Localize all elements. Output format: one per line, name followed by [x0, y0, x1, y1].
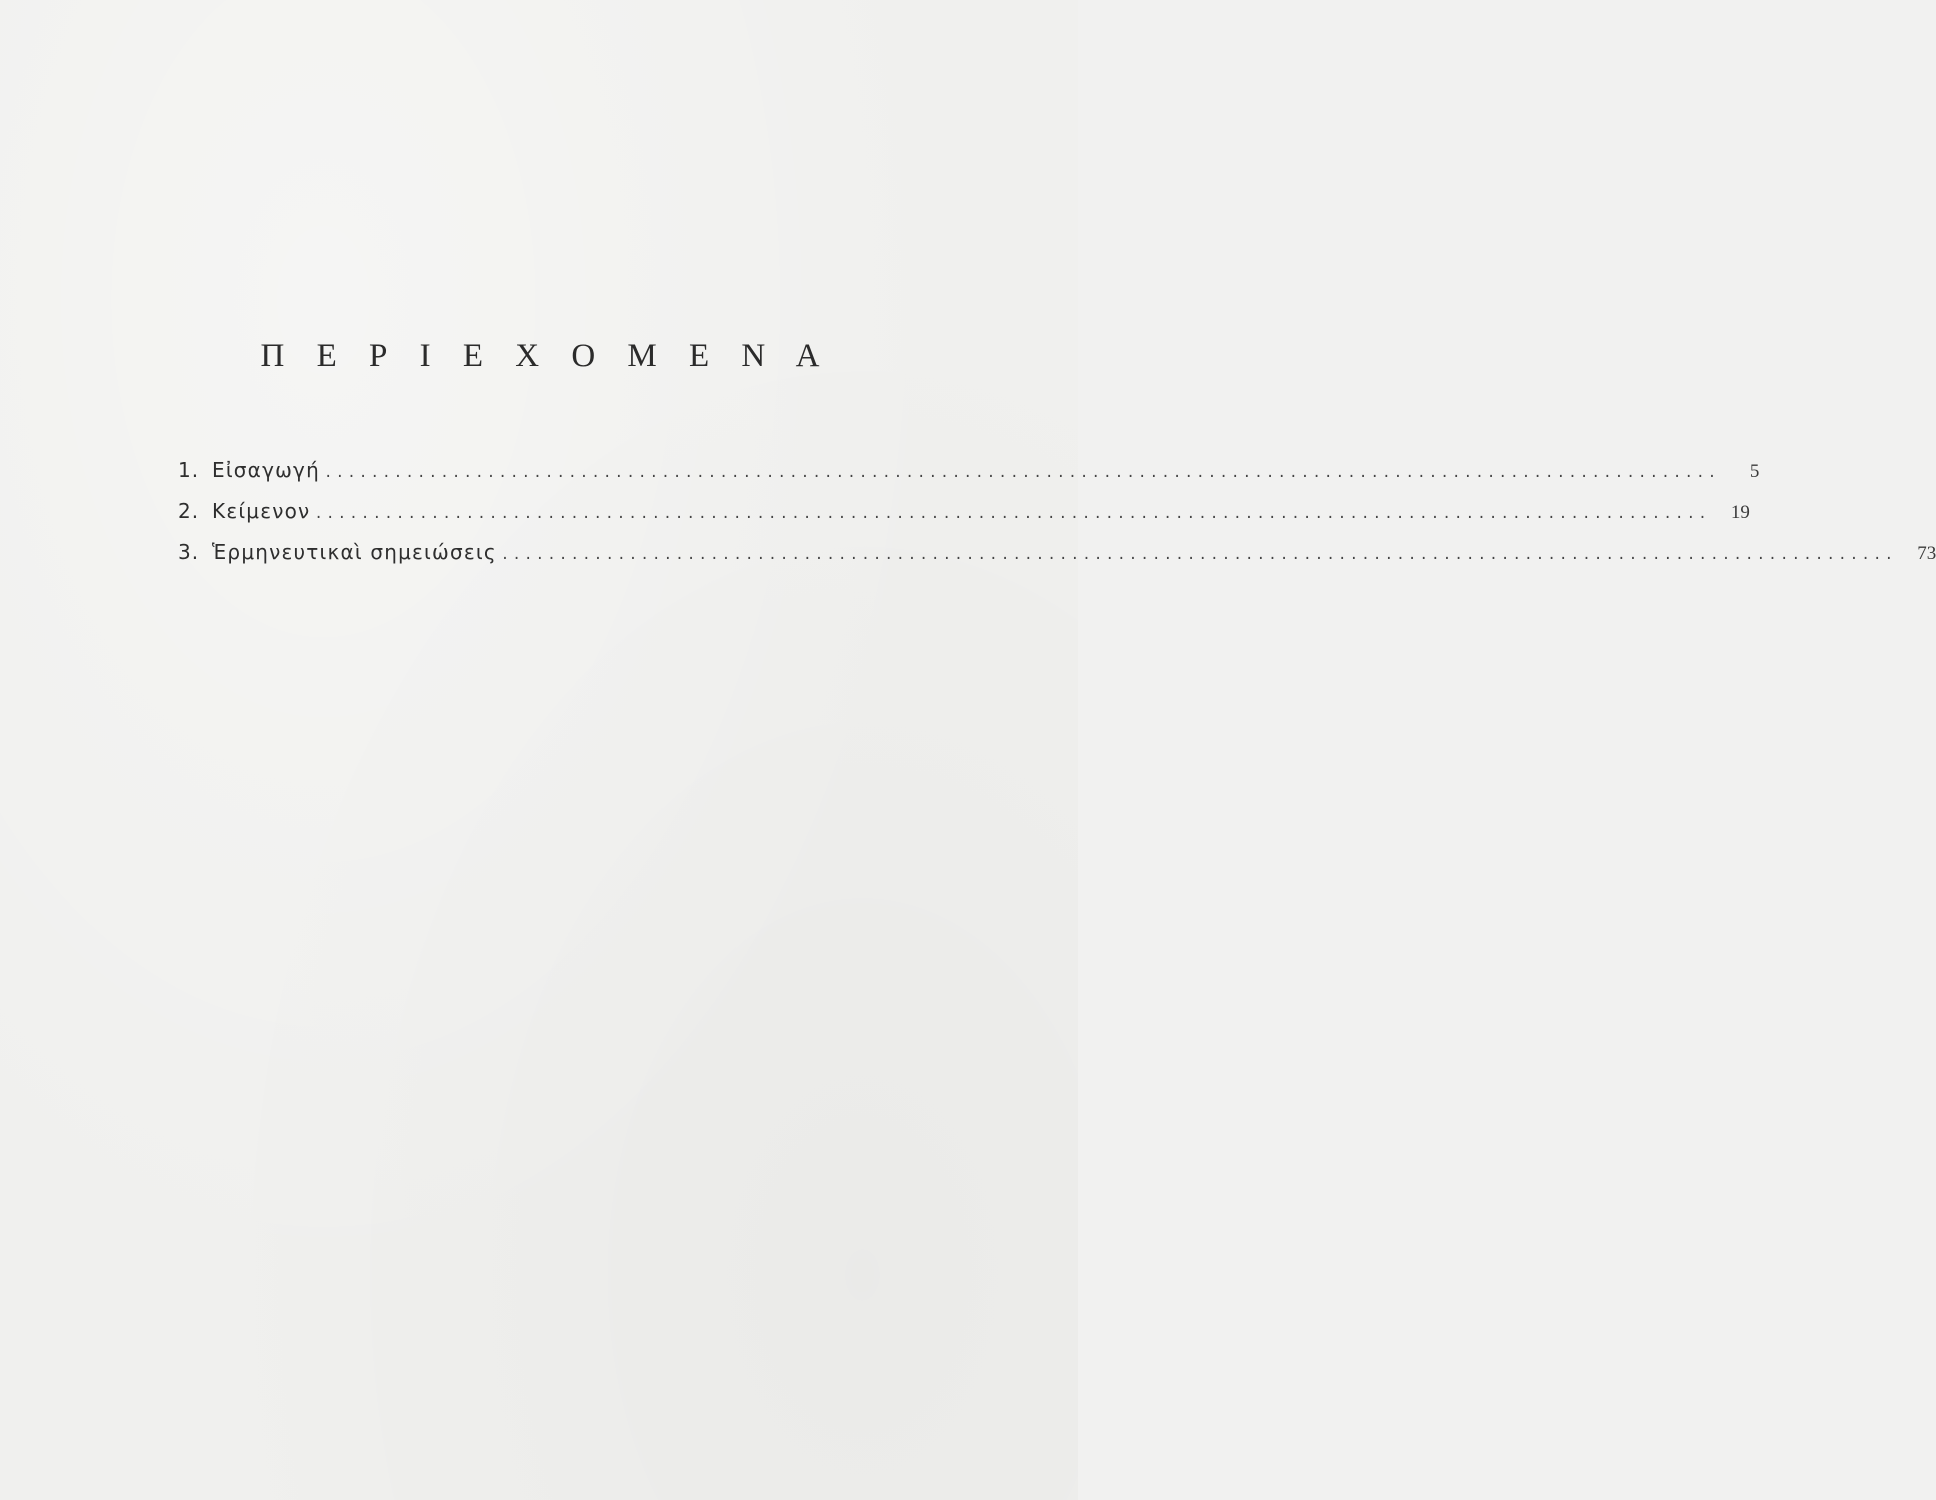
toc-entry-number: 2.: [178, 499, 200, 523]
dot-leader: ........................................................................................................................: [500, 547, 1897, 563]
dot-leader: ........................................................................................................................: [323, 465, 1720, 481]
toc-entry-page: 73: [1917, 543, 1936, 564]
toc-entry: [178, 540, 1936, 581]
toc-entry-label: Εἰσαγωγή: [212, 458, 320, 482]
toc-entry: [178, 458, 1760, 499]
toc-entry-label: Ἑρμηνευτικαὶ σημειώσεις: [212, 540, 497, 564]
table-of-contents: [178, 458, 1936, 581]
contents-heading: Π Ε Ρ Ι Ε Χ Ο Μ Ε Ν Α: [260, 338, 832, 374]
toc-entry-label: Κείμενον: [212, 499, 311, 523]
toc-entry-page: 5: [1749, 461, 1760, 482]
toc-entry-page: 19: [1730, 502, 1750, 523]
toc-entry-number: 1.: [178, 458, 200, 482]
toc-entry-number: 3.: [178, 540, 200, 564]
dot-leader: ........................................................................................................................: [314, 506, 1710, 522]
toc-entry: [178, 499, 1750, 540]
